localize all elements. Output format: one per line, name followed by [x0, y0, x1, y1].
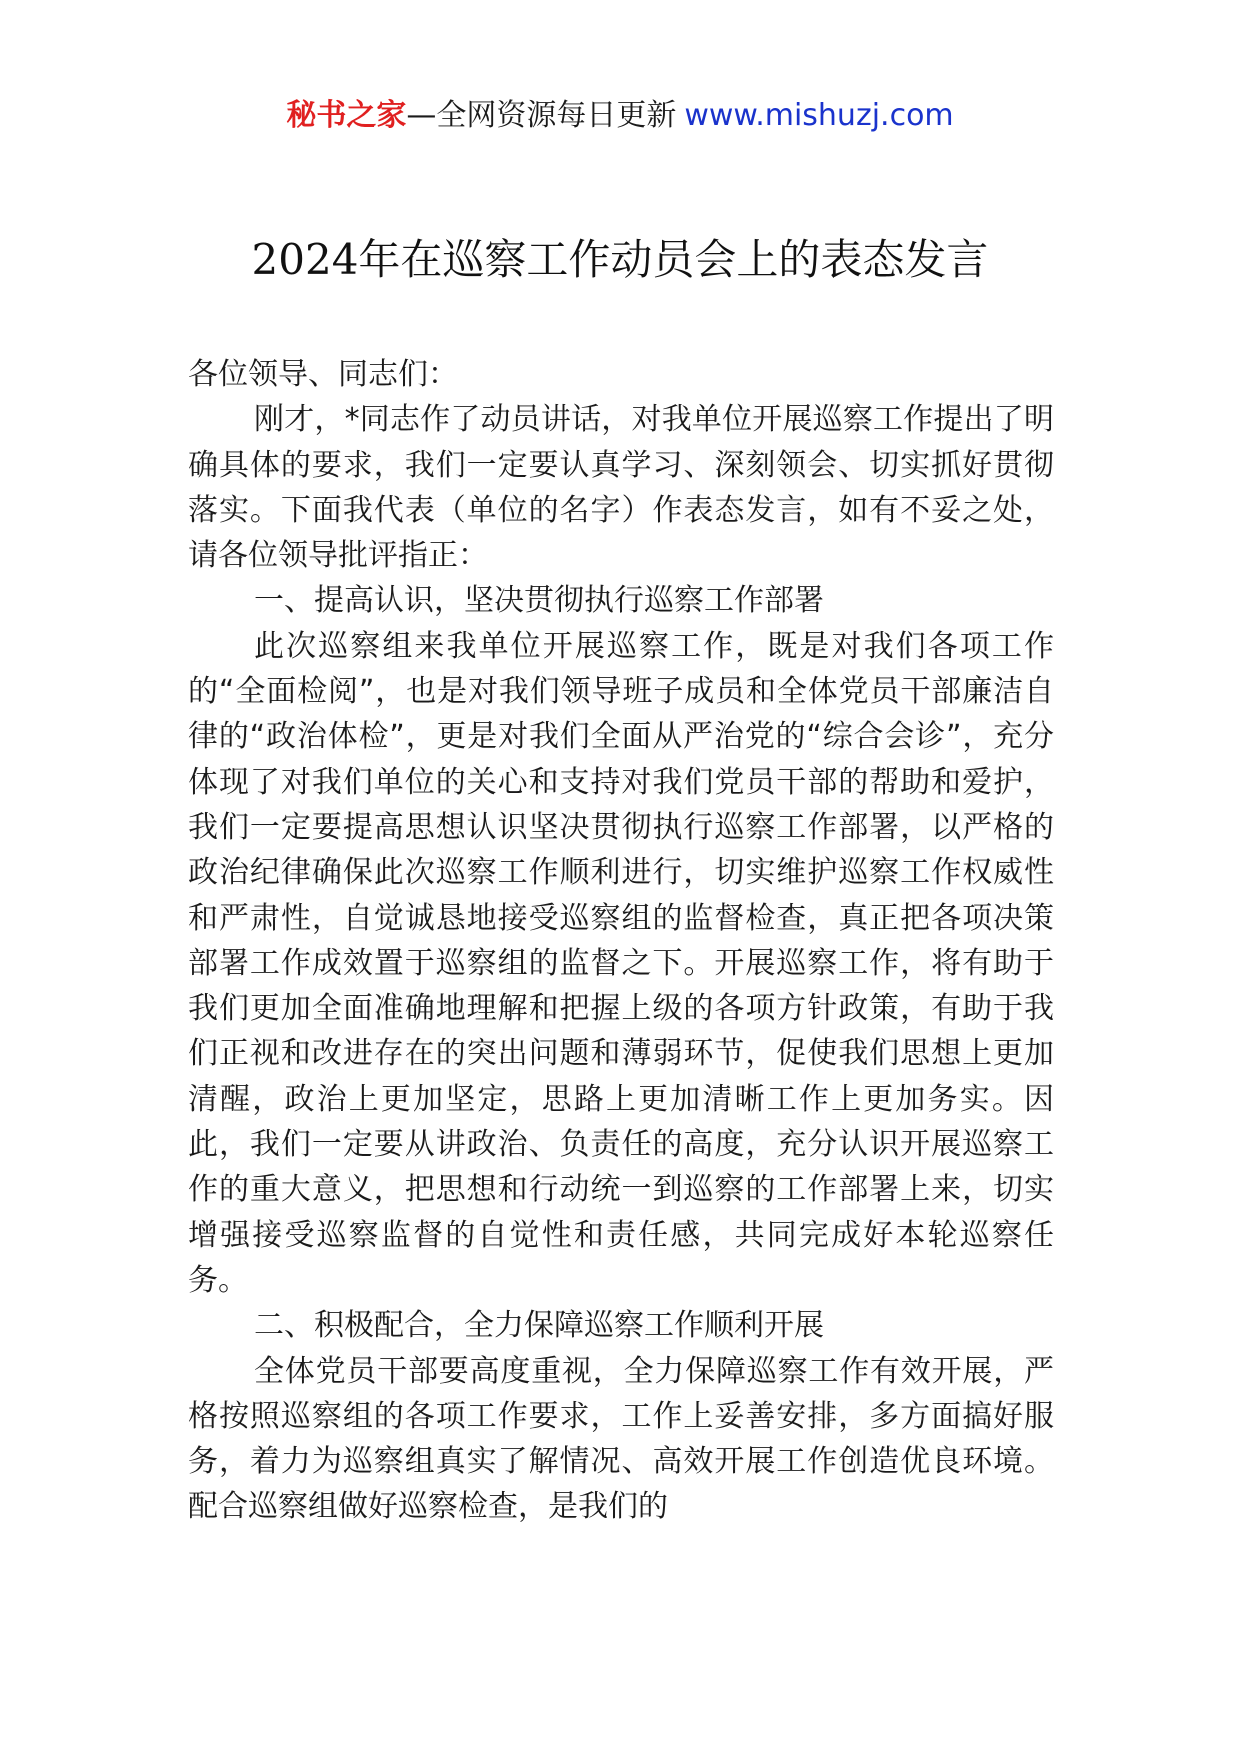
brand-name: 秘书之家	[286, 98, 407, 133]
site-url-link[interactable]: www.mishuzj.com	[684, 98, 954, 133]
section-heading-1: 一、提高认识，坚决贯彻执行巡察工作部署	[254, 583, 824, 619]
section-1-paragraph: 此次巡察组来我单位开展巡察工作，既是对我们各项工作的“全面检阅”，也是对我们领导班子成员和全体党员干部廉洁自律的“政治体检”，更是对我们全面从严治党的“综合会诊”，充分体现了对我们单位的关心和支持对我们党员干部的帮助和爱护，我们一定要提高思想认识坚决贯彻执行巡察工作部署，以严格的政治纪律确保此次巡察工作顺利进行，切实维护巡察工作权威性和严肃性，自觉诚恳地接受巡察组的监督检查，真正把各项决策部署工作成效置于巡察组的监督之下。开展巡察工作，将有助于我们更加全面准确地理解和把握上级的各项方针政策，有助于我们正视和改进存在的突出问题和薄弱环节，促使我们思想上更加清醒，政治上更加坚定，思路上更加清晰工作上更加务实。因此，我们一定要从讲政治、负责任的高度，充分认识开展巡察工作的重大意义，把思想和行动统一到巡察的工作部署上来，切实增强接受巡察监督的自觉性和责任感，共同完成好本轮巡察任务。	[188, 628, 1054, 1298]
section-2-paragraph: 全体党员干部要高度重视，全力保障巡察工作有效开展，严格按照巡察组的各项工作要求，工作上妥善安排，多方面搞好服务，着力为巡察组真实了解情况、高效开展工作创造优良环境。配合巡察组做好巡察检查，是我们的	[188, 1353, 1054, 1525]
intro-paragraph: 刚才，*同志作了动员讲话，对我单位开展巡察工作提出了明确具体的要求，我们一定要认真学习、深刻领会、切实抓好贯彻落实。下面我代表（单位的名字）作表态发言，如有不妥之处，请各位领导批评指正：	[188, 402, 1054, 574]
document-body	[188, 352, 1054, 1530]
section-heading-2: 二、积极配合，全力保障巡察工作顺利开展	[254, 1308, 824, 1344]
salutation: 各位领导、同志们：	[188, 357, 458, 392]
site-header	[0, 96, 1240, 136]
header-tagline: —全网资源每日更新	[406, 98, 677, 133]
document-title: 2024年在巡察工作动员会上的表态发言	[251, 235, 989, 284]
